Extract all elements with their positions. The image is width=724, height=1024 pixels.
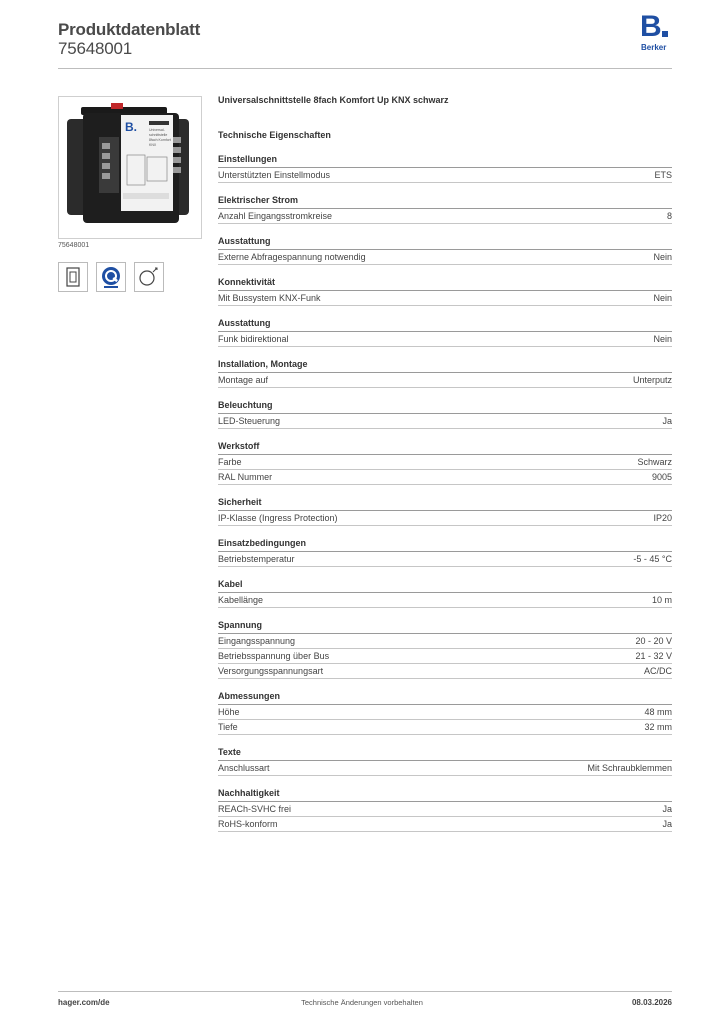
spec-label: REACh-SVHC frei [218, 804, 292, 814]
spec-label: Funk bidirektional [218, 334, 289, 344]
logo-letter: B [640, 10, 662, 43]
spec-value: Ja [662, 819, 672, 829]
spec-label: Anschlussart [218, 763, 270, 773]
bus-connect-icon [134, 262, 164, 292]
spec-value: Mit Schraubklemmen [587, 763, 672, 773]
spec-row [218, 511, 672, 526]
spec-content [218, 95, 672, 832]
spec-group-title: Ausstattung [218, 318, 672, 332]
spec-groups [218, 154, 672, 832]
spec-group-title: Abmessungen [218, 691, 672, 705]
spec-value: Unterputz [632, 375, 672, 385]
spec-row [218, 634, 672, 649]
device-label-line-1: Universal- [149, 128, 165, 132]
spec-label: Betriebsspannung über Bus [218, 651, 330, 661]
spec-label: Anzahl Eingangsstromkreise [218, 211, 333, 221]
spec-value: Ja [662, 804, 672, 814]
footer-note: Technische Änderungen vorbehalten [301, 998, 423, 1007]
spec-value: 32 mm [644, 722, 672, 732]
spec-value: 8 [666, 211, 672, 221]
spec-group-title: Ausstattung [218, 236, 672, 250]
spec-group-title: Spannung [218, 620, 672, 634]
spec-row [218, 291, 672, 306]
spec-label: Höhe [218, 707, 240, 717]
spec-row [218, 209, 672, 224]
product-device-illustration [59, 97, 201, 238]
spec-row [218, 414, 672, 429]
spec-label: RoHS-konform [218, 819, 278, 829]
spec-group-title: Einstellungen [218, 154, 672, 168]
spec-row [218, 470, 672, 485]
spec-group-title: Einsatzbedingungen [218, 538, 672, 552]
spec-value: ETS [654, 170, 672, 180]
page-title: Produktdatenblatt [58, 20, 201, 39]
specs-heading: Technische Eigenschaften [218, 130, 331, 140]
spec-value: Nein [653, 252, 672, 262]
spec-value: 10 m [651, 595, 672, 605]
footer-date: 08.03.2026 [631, 998, 672, 1007]
logo-dot [662, 31, 668, 37]
spec-value: Ja [662, 416, 672, 426]
spec-value: 21 - 32 V [635, 651, 672, 661]
svg-text:B.: B. [125, 120, 137, 134]
spec-group-title: Kabel [218, 579, 672, 593]
spec-label: Unterstützten Einstellmodus [218, 170, 331, 180]
spec-value: Nein [653, 293, 672, 303]
footer-site-link[interactable]: hager.com/de [58, 998, 110, 1007]
spec-group-title: Sicherheit [218, 497, 672, 511]
spec-value: IP20 [653, 513, 672, 523]
spec-label: Mit Bussystem KNX-Funk [218, 293, 321, 303]
spec-row [218, 720, 672, 735]
product-name: Universalschnittstelle 8fach Komfort Up KNX schwarz [218, 95, 449, 105]
spec-label: Farbe [218, 457, 242, 467]
spec-group-title: Nachhaltigkeit [218, 788, 672, 802]
spec-row [218, 250, 672, 265]
spec-row [218, 332, 672, 347]
spec-row [218, 373, 672, 388]
spec-row [218, 802, 672, 817]
device-label-line-2: schnittstelle [149, 133, 168, 137]
spec-value: 48 mm [644, 707, 672, 717]
spec-value: AC/DC [643, 666, 672, 676]
spec-label: Montage auf [218, 375, 269, 385]
spec-group-title: Werkstoff [218, 441, 672, 455]
spec-group-title: Konnektivität [218, 277, 672, 291]
spec-row [218, 552, 672, 567]
spec-value: 20 - 20 V [635, 636, 672, 646]
article-number: 75648001 [58, 39, 133, 58]
spec-group-title: Beleuchtung [218, 400, 672, 414]
device-label-line-4: KNX [149, 143, 157, 147]
footer-divider [58, 991, 672, 992]
spec-group-title: Texte [218, 747, 672, 761]
spec-value: Nein [653, 334, 672, 344]
spec-label: LED-Steuerung [218, 416, 281, 426]
spec-label: Betriebstemperatur [218, 554, 295, 564]
spec-value: Schwarz [637, 457, 672, 467]
product-image [58, 96, 202, 239]
spec-row [218, 649, 672, 664]
quality-seal-icon [96, 262, 126, 292]
spec-row [218, 593, 672, 608]
spec-row [218, 705, 672, 720]
logo-text: Berker [641, 43, 667, 52]
header-divider [58, 68, 672, 69]
spec-row [218, 168, 672, 183]
spec-row [218, 761, 672, 776]
image-caption: 75648001 [58, 242, 90, 249]
spec-row [218, 664, 672, 679]
berker-logo [640, 10, 674, 54]
spec-value: 9005 [651, 472, 672, 482]
spec-value: -5 - 45 °C [633, 554, 672, 564]
device-label-line-3: 8fach Komfort [149, 138, 171, 142]
spec-label: Tiefe [218, 722, 238, 732]
spec-label: Eingangsspannung [218, 636, 296, 646]
spec-row [218, 455, 672, 470]
spec-label: Versorgungsspannungsart [218, 666, 324, 676]
spec-label: RAL Nummer [218, 472, 273, 482]
spec-row [218, 817, 672, 832]
spec-label: Externe Abfragespannung notwendig [218, 252, 366, 262]
spec-label: IP-Klasse (Ingress Protection) [218, 513, 338, 523]
spec-label: Kabellänge [218, 595, 264, 605]
spec-group-title: Elektrischer Strom [218, 195, 672, 209]
device-outline-icon [58, 262, 88, 292]
spec-group-title: Installation, Montage [218, 359, 672, 373]
